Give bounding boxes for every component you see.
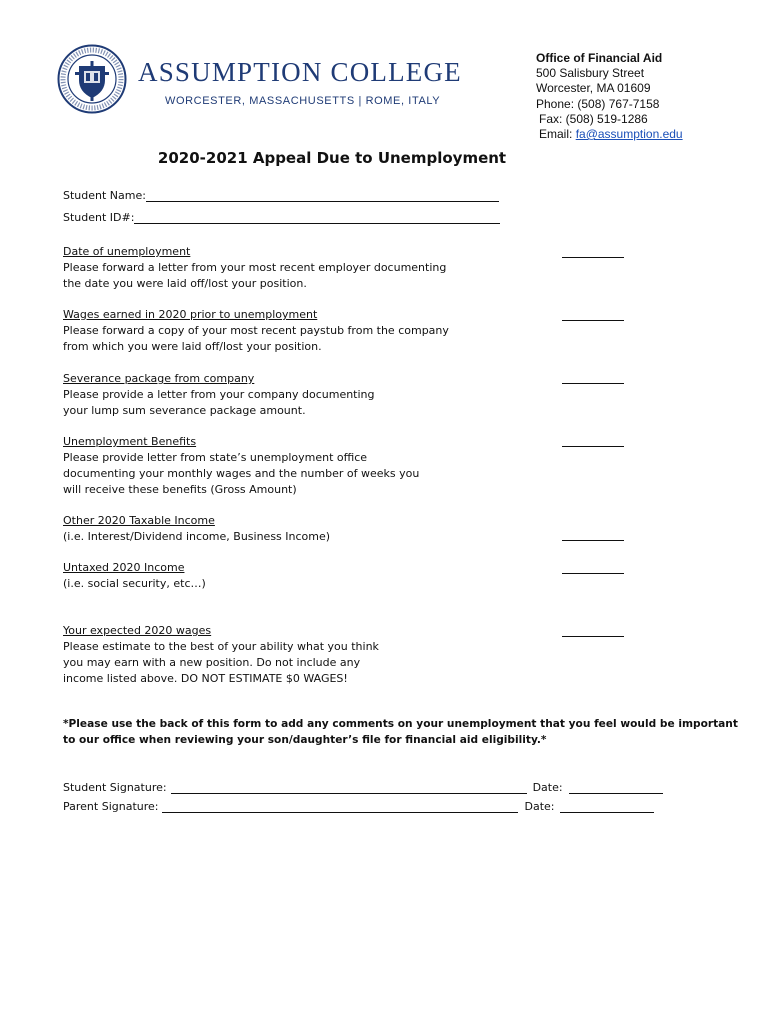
student-name-line[interactable]	[146, 190, 499, 202]
item-untaxed-income	[63, 560, 206, 592]
item-heading: Severance package from company	[63, 372, 255, 385]
form-title: 2020-2021 Appeal Due to Unemployment	[157, 149, 507, 167]
item-line: Please provide letter from state’s unemployment office	[63, 451, 368, 464]
item-line: Please forward a letter from your most recent employer documenting	[63, 261, 447, 274]
item-line: (i.e. Interest/Dividend income, Business Income)	[63, 530, 331, 543]
item-line: documenting your monthly wages and the number of weeks you	[63, 467, 420, 480]
student-signature-row	[63, 781, 663, 794]
item-other-taxable-income	[63, 513, 330, 545]
office-contact-block	[536, 51, 683, 142]
office-street: 500 Salisbury Street	[536, 66, 645, 81]
other-taxable-income-blank[interactable]	[562, 540, 624, 541]
item-heading: Wages earned in 2020 prior to unemployment	[63, 308, 318, 321]
item-expected-wages	[63, 623, 379, 687]
student-id-field[interactable]	[63, 211, 500, 224]
item-heading: Untaxed 2020 Income	[63, 561, 185, 574]
office-email-label: Email:	[539, 127, 576, 142]
item-line: Please provide a letter from your company documenting	[63, 388, 375, 401]
item-wages-earned	[63, 307, 449, 355]
item-heading: Unemployment Benefits	[63, 435, 197, 448]
item-heading: Your expected 2020 wages	[63, 624, 212, 637]
item-heading: Date of unemployment	[63, 245, 191, 258]
student-signature-label: Student Signature:	[63, 781, 167, 794]
student-date-line[interactable]	[569, 782, 663, 794]
student-name-label: Student Name:	[63, 189, 146, 202]
office-email-link[interactable]: fa@assumption.edu	[575, 127, 683, 142]
item-unemployment-benefits	[63, 434, 419, 498]
item-line: Please estimate to the best of your ability what you think	[63, 640, 379, 653]
expected-wages-blank[interactable]	[562, 636, 624, 637]
parent-signature-label: Parent Signature:	[63, 800, 159, 813]
item-heading: Other 2020 Taxable Income	[63, 514, 215, 527]
office-email-line	[536, 127, 683, 142]
parent-signature-line[interactable]	[162, 801, 518, 813]
item-line: from which you were laid off/lost your position.	[63, 340, 322, 353]
item-line: Please forward a copy of your most recent paystub from the company	[63, 324, 449, 337]
student-date-label: Date:	[532, 781, 563, 794]
parent-signature-row	[63, 800, 654, 813]
parent-date-line[interactable]	[560, 801, 654, 813]
office-city: Worcester, MA 01609	[536, 81, 651, 96]
severance-package-blank[interactable]	[562, 383, 624, 384]
office-phone: Phone: (508) 767-7158	[536, 96, 660, 111]
item-line: (i.e. social security, etc…)	[63, 577, 206, 590]
item-line: will receive these benefits (Gross Amount)	[63, 483, 297, 496]
wages-earned-blank[interactable]	[562, 320, 624, 321]
student-signature-line[interactable]	[171, 782, 527, 794]
back-of-form-note: *Please use the back of this form to add any comments on your unemployment that you feel would be important to our office when reviewing your son/daughter’s file for financial aid eligibility.*	[63, 718, 738, 746]
student-id-label: Student ID#:	[63, 211, 135, 224]
student-id-line[interactable]	[134, 212, 500, 224]
office-title: Office of Financial Aid	[536, 51, 663, 65]
item-date-of-unemployment	[63, 244, 446, 292]
college-seal-logo	[57, 44, 127, 114]
student-name-field[interactable]	[63, 189, 499, 202]
parent-date-label: Date:	[524, 800, 555, 813]
untaxed-income-blank[interactable]	[562, 573, 624, 574]
item-line: your lump sum severance package amount.	[63, 404, 306, 417]
item-line: you may earn with a new position. Do not include any	[63, 656, 361, 669]
unemployment-benefits-blank[interactable]	[562, 446, 624, 447]
college-name: ASSUMPTION COLLEGE	[138, 57, 462, 87]
item-severance-package	[63, 371, 375, 419]
item-line: income listed above. DO NOT ESTIMATE $0 WAGES!	[63, 672, 348, 685]
date-of-unemployment-blank[interactable]	[562, 257, 624, 258]
item-line: the date you were laid off/lost your position.	[63, 277, 307, 290]
office-fax: Fax: (508) 519-1286	[539, 111, 648, 126]
college-locations: WORCESTER, MASSACHUSETTS | ROME, ITALY	[165, 95, 441, 107]
